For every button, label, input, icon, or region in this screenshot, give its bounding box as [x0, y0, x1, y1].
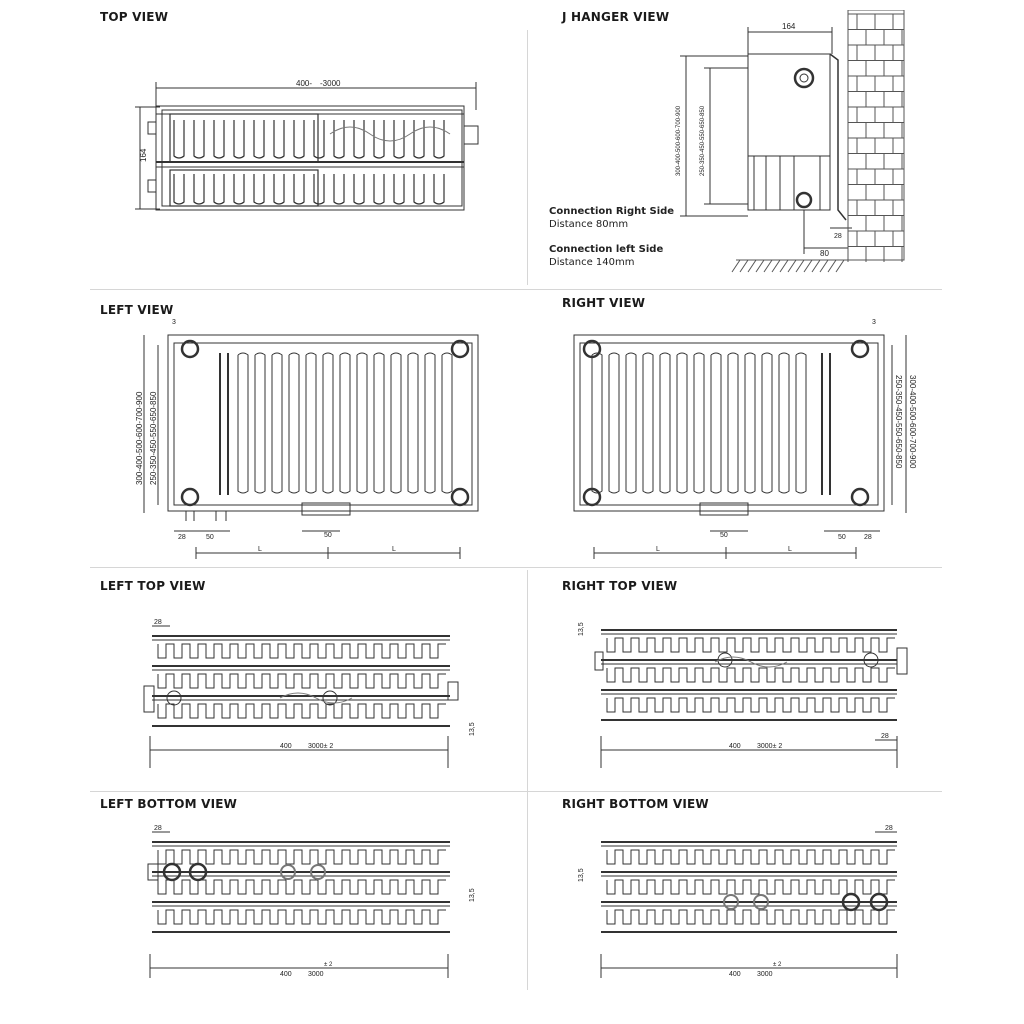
rt-dim-28: 28 — [881, 733, 889, 740]
top-view-title: TOP VIEW — [100, 10, 169, 24]
left-bottom-view-drawing — [130, 818, 480, 983]
rb-dim-len-a: 400 — [729, 971, 741, 978]
lb-dim-len-a: 400 — [280, 971, 292, 978]
left-dim-28: 28 — [178, 534, 186, 541]
hanger-dim-80: 80 — [820, 249, 829, 258]
right-top-view-title: RIGHT TOP VIEW — [562, 579, 678, 593]
rt-dim-len-b: 3000± 2 — [757, 743, 783, 750]
right-height-dimensions — [892, 335, 917, 513]
left-bottom-valve-icon — [182, 489, 198, 505]
separator-column-bottom — [527, 570, 528, 990]
left-view-title: LEFT VIEW — [100, 303, 174, 317]
left-bottom-plug-icon — [452, 489, 468, 505]
rb-dim-len-b: 3000 — [757, 971, 773, 978]
right-dim-L1: L — [656, 546, 660, 553]
hanger-depth-dimension — [748, 22, 832, 54]
j-hanger-bracket — [830, 54, 846, 220]
lb-dim-len-b: 3000 — [308, 971, 324, 978]
right-top-view-drawing — [575, 612, 925, 777]
left-dim-3: 3 — [172, 319, 176, 326]
left-dim-heights-outer: 300-400-500-600-700-900 — [135, 391, 144, 485]
left-dim-heights-inner: 250-350-450-550-650-850 — [149, 391, 158, 485]
floor-hatch — [732, 260, 848, 272]
right-view-drawing — [560, 315, 930, 565]
connection-right-note — [549, 205, 674, 231]
lower-pipe-icon — [797, 193, 811, 207]
lb-dim-135: 13,5 — [469, 888, 476, 902]
left-view-drawing — [130, 315, 500, 565]
left-bottom-dimensions — [174, 531, 460, 559]
right-dim-3: 3 — [872, 319, 876, 326]
hanger-view-drawing — [670, 10, 910, 290]
hanger-bottom-dimensions — [804, 210, 852, 258]
lb-dim-28: 28 — [154, 825, 162, 832]
connection-right-title: Connection Right Side — [549, 206, 675, 217]
right-bottom-view-title: RIGHT BOTTOM VIEW — [562, 797, 709, 811]
hanger-dim-heights-inner: 250-350-450-550-650-850 — [700, 105, 706, 176]
left-bottom-view-title: LEFT BOTTOM VIEW — [100, 797, 238, 811]
right-dim-heights-outer: 300-400-500-600-700-900 — [908, 375, 917, 469]
rb-dim-28: 28 — [885, 825, 893, 832]
top-dim-len-a: 400- — [296, 79, 313, 88]
brick-wall — [848, 10, 904, 262]
hanger-view-title: J HANGER VIEW — [562, 10, 670, 24]
top-view-length-dimension — [156, 79, 476, 110]
left-height-dimensions — [135, 335, 158, 513]
hanger-height-dimensions — [676, 56, 748, 216]
radiator-side-outline — [748, 54, 830, 210]
connection-right-distance: Distance 80mm — [549, 219, 629, 230]
lt-dim-len-a: 400 — [280, 743, 292, 750]
lt-dim-135: 13,5 — [469, 722, 476, 736]
left-top-view-drawing — [130, 612, 480, 777]
lt-dim-len-b: 3000± 2 — [308, 743, 334, 750]
rt-dim-len-a: 400 — [729, 743, 741, 750]
right-view-title: RIGHT VIEW — [562, 296, 646, 310]
separator-row-3 — [90, 791, 942, 792]
left-dim-L1: L — [258, 546, 262, 553]
connection-left-distance: Distance 140mm — [549, 257, 635, 268]
left-top-view-title: LEFT TOP VIEW — [100, 579, 206, 593]
hanger-dim-heights-outer: 300-400-500-600-700-900 — [676, 105, 682, 176]
rb-dim-135: 13,5 — [578, 868, 585, 882]
hanger-dim-depth: 164 — [782, 22, 796, 31]
lb-dim-pm: ± 2 — [324, 962, 333, 968]
hanger-dim-28: 28 — [834, 233, 842, 240]
right-dim-50a: 50 — [720, 532, 728, 539]
left-dim-50a: 50 — [206, 534, 214, 541]
connection-left-title: Connection left Side — [549, 244, 664, 255]
right-bottom-view-drawing — [575, 818, 925, 983]
right-dim-heights-inner: 250-350-450-550-650-850 — [894, 375, 903, 469]
right-dim-50b: 50 — [838, 534, 846, 541]
separator-column-top — [527, 30, 528, 285]
lt-dim-28: 28 — [154, 619, 162, 626]
rt-dim-135: 13,5 — [578, 622, 585, 636]
connection-left-note — [549, 243, 663, 269]
right-bottom-dimensions — [594, 531, 880, 559]
top-dim-len-b: -3000 — [320, 79, 341, 88]
rb-dim-pm: ± 2 — [773, 962, 782, 968]
right-radiator-outline — [574, 335, 884, 511]
top-dim-depth: 164 — [139, 148, 148, 162]
right-dim-28: 28 — [864, 534, 872, 541]
separator-row-2 — [90, 567, 942, 568]
right-bottom-valve-icon — [852, 489, 868, 505]
upper-pipe-icon — [795, 69, 813, 87]
left-dim-L2: L — [392, 546, 396, 553]
left-dim-50b: 50 — [324, 532, 332, 539]
right-dim-L2: L — [788, 546, 792, 553]
top-view-drawing — [130, 70, 510, 220]
